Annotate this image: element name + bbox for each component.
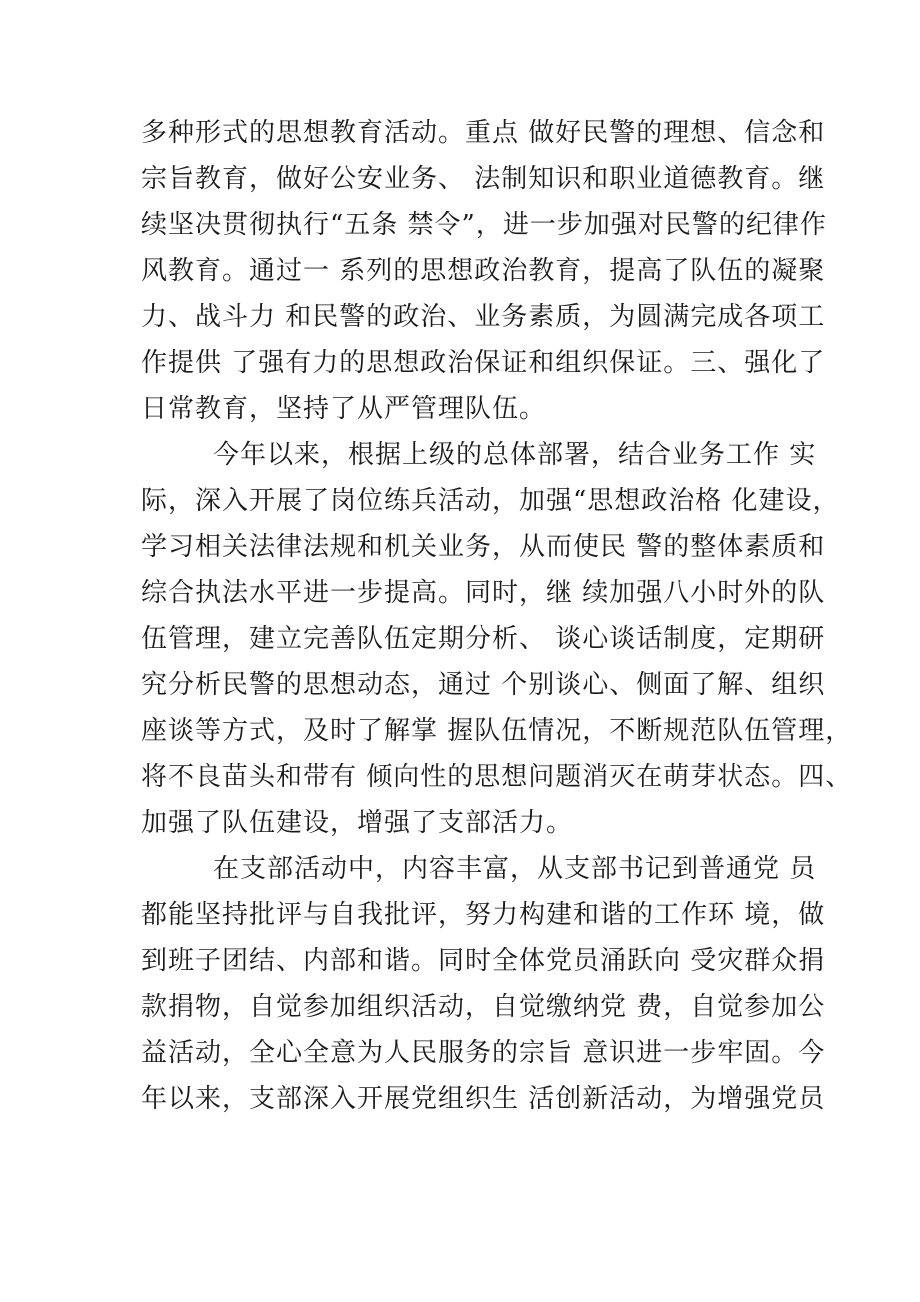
text-line: 益活动，全心全意为人民服务的宗旨 意识进一步牢固。今 [141,1038,826,1068]
text-line: 续坚决贯彻执行“五条 禁令”，进一步加强对民警的纪律作 [141,210,827,240]
text-line: 宗旨教育，做好公安业务、 法制知识和职业道德教育。继 [141,164,826,194]
text-line: 加强了队伍建设，增强了支部活力。 [141,808,574,838]
text-line: 力、战斗力 和民警的政治、业务素质，为圆满完成各项工 [141,302,826,332]
text-line: 究分析民警的思想动态，通过 个别谈心、侧面了解、组织 [141,670,826,700]
text-line: 学习相关法律法规和机关业务，从而使民 警的整体素质和 [141,532,826,562]
paragraph-first-line: 今年以来，根据上级的总体部署，结合业务工作 实 [213,440,817,470]
text-line: 多种形式的思想教育活动。重点 做好民警的理想、信念和 [141,118,826,148]
paragraph-first-line: 在支部活动中，内容丰富，从支部书记到普通党 员 [213,854,817,884]
text-line: 年以来，支部深入开展党组织生 活创新活动，为增强党员 [141,1084,826,1114]
text-line: 伍管理，建立完善队伍定期分析、 谈心谈话制度，定期研 [141,624,826,654]
text-line: 到班子团结、内部和谐。同时全体党员涌跃向 受灾群众捐 [141,946,826,976]
text-line: 日常教育，坚持了从严管理队伍。 [141,394,547,424]
text-line: 座谈等方式，及时了解掌 握队伍情况，不断规范队伍管理， [141,716,853,746]
text-line: 将不良苗头和带有 倾向性的思想问题消灭在萌芽状态。四、 [141,762,853,792]
text-line: 作提供 了强有力的思想政治保证和组织保证。三、强化了 [141,348,826,378]
text-line: 综合执法水平进一步提高。同时，继 续加强八小时外的队 [141,578,826,608]
text-line: 款捐物，自觉参加组织活动，自觉缴纳党 费，自觉参加公 [141,992,826,1022]
text-line: 风教育。通过一 系列的思想政治教育，提高了队伍的凝聚 [141,256,826,286]
text-line: 都能坚持批评与自我批评，努力构建和谐的工作环 境，做 [141,900,826,930]
document-body [141,110,853,1122]
text-line: 际，深入开展了岗位练兵活动，加强“思想政治格 化建设， [141,486,840,516]
